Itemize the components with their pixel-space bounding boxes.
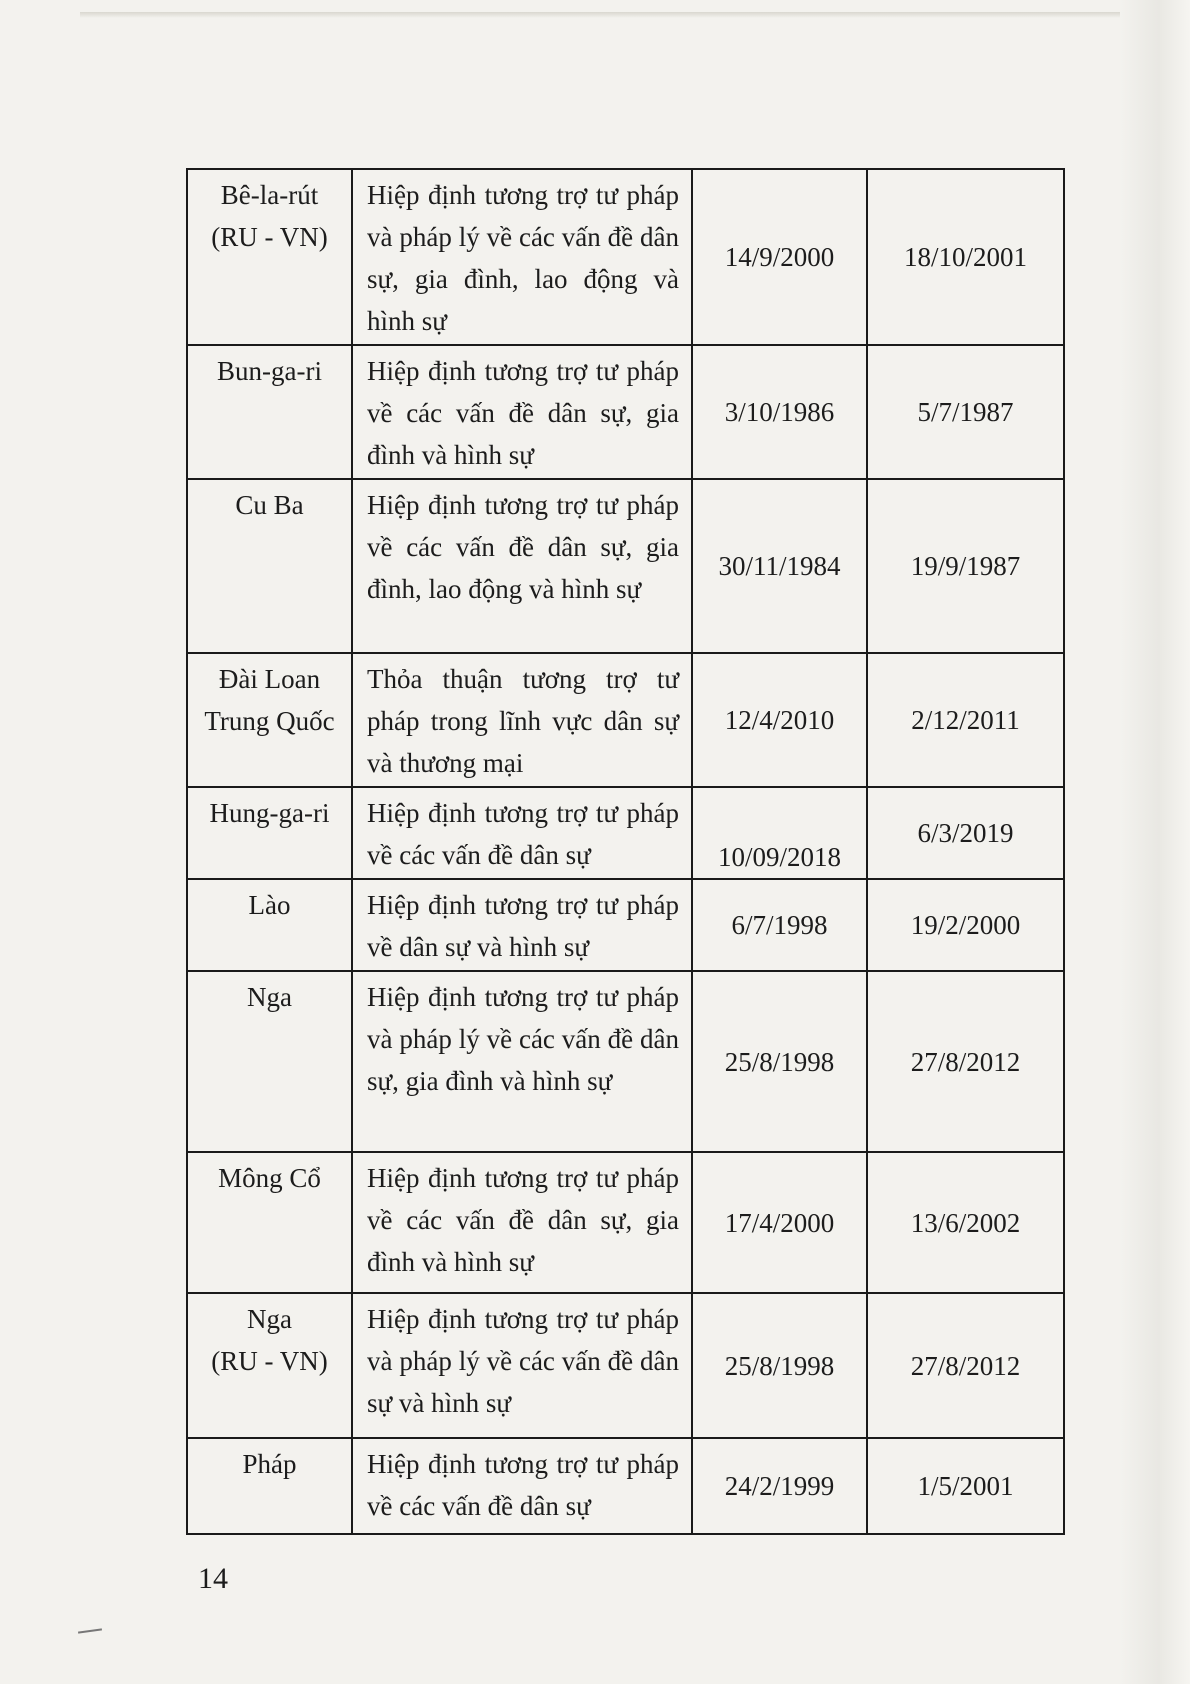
signed-date-cell: 24/2/1999 bbox=[692, 1438, 867, 1534]
effective-date-cell: 19/9/1987 bbox=[867, 479, 1064, 653]
country-cell: Nga (RU - VN) bbox=[187, 1293, 352, 1438]
signed-date-cell: 6/7/1998 bbox=[692, 879, 867, 971]
country-cell: Đài Loan Trung Quốc bbox=[187, 653, 352, 787]
country-cell: Cu Ba bbox=[187, 479, 352, 653]
effective-date-cell: 19/2/2000 bbox=[867, 879, 1064, 971]
document-cell: Hiệp định tương trợ tư pháp về các vấn đề dân sự, gia đình và hình sự bbox=[352, 345, 692, 479]
signed-date-cell: 25/8/1998 bbox=[692, 1293, 867, 1438]
table-row bbox=[187, 971, 1064, 1152]
table-row bbox=[187, 479, 1064, 653]
effective-date-cell: 27/8/2012 bbox=[867, 971, 1064, 1152]
country-cell: Mông Cổ bbox=[187, 1152, 352, 1293]
signed-date-cell: 14/9/2000 bbox=[692, 169, 867, 345]
table-row bbox=[187, 345, 1064, 479]
document-cell: Hiệp định tương trợ tư pháp về dân sự và hình sự bbox=[352, 879, 692, 971]
table-row bbox=[187, 879, 1064, 971]
effective-date-cell: 27/8/2012 bbox=[867, 1293, 1064, 1438]
document-cell: Hiệp định tương trợ tư pháp về các vấn đề dân sự, gia đình và hình sự bbox=[352, 1152, 692, 1293]
table-row bbox=[187, 1152, 1064, 1293]
signed-date-cell: 12/4/2010 bbox=[692, 653, 867, 787]
document-cell: Hiệp định tương trợ tư pháp và pháp lý về các vấn đề dân sự, gia đình và hình sự bbox=[352, 971, 692, 1152]
document-cell: Hiệp định tương trợ tư pháp về các vấn đề dân sự bbox=[352, 787, 692, 879]
effective-date-cell: 2/12/2011 bbox=[867, 653, 1064, 787]
country-cell: Lào bbox=[187, 879, 352, 971]
treaty-table bbox=[186, 168, 1065, 1535]
table-row bbox=[187, 169, 1064, 345]
signed-date-cell: 10/09/2018 bbox=[692, 787, 867, 879]
country-cell: Pháp bbox=[187, 1438, 352, 1534]
document-cell: Thỏa thuận tương trợ tư pháp trong lĩnh vực dân sự và thương mại bbox=[352, 653, 692, 787]
table-row bbox=[187, 787, 1064, 879]
document-cell: Hiệp định tương trợ tư pháp về các vấn đề dân sự, gia đình, lao động và hình sự bbox=[352, 479, 692, 653]
effective-date-cell: 5/7/1987 bbox=[867, 345, 1064, 479]
table-row bbox=[187, 1293, 1064, 1438]
page-binding-edge bbox=[1120, 0, 1190, 1684]
table-row bbox=[187, 653, 1064, 787]
country-cell: Bê-la-rút (RU - VN) bbox=[187, 169, 352, 345]
document-cell: Hiệp định tương trợ tư pháp và pháp lý về các vấn đề dân sự, gia đình, lao động và hình sự bbox=[352, 169, 692, 345]
table-row bbox=[187, 1438, 1064, 1534]
effective-date-cell: 6/3/2019 bbox=[867, 787, 1064, 879]
document-cell: Hiệp định tương trợ tư pháp về các vấn đề dân sự bbox=[352, 1438, 692, 1534]
effective-date-cell: 13/6/2002 bbox=[867, 1152, 1064, 1293]
signed-date-cell: 3/10/1986 bbox=[692, 345, 867, 479]
signed-date-cell: 30/11/1984 bbox=[692, 479, 867, 653]
effective-date-cell: 18/10/2001 bbox=[867, 169, 1064, 345]
country-cell: Hung-ga-ri bbox=[187, 787, 352, 879]
country-cell: Nga bbox=[187, 971, 352, 1152]
signed-date-cell: 17/4/2000 bbox=[692, 1152, 867, 1293]
signed-date-cell: 25/8/1998 bbox=[692, 971, 867, 1152]
scan-mark bbox=[78, 1628, 102, 1633]
page-number: 14 bbox=[198, 1562, 228, 1595]
page-top-edge bbox=[80, 12, 1120, 18]
effective-date-cell: 1/5/2001 bbox=[867, 1438, 1064, 1534]
country-cell: Bun-ga-ri bbox=[187, 345, 352, 479]
document-cell: Hiệp định tương trợ tư pháp và pháp lý về các vấn đề dân sự và hình sự bbox=[352, 1293, 692, 1438]
